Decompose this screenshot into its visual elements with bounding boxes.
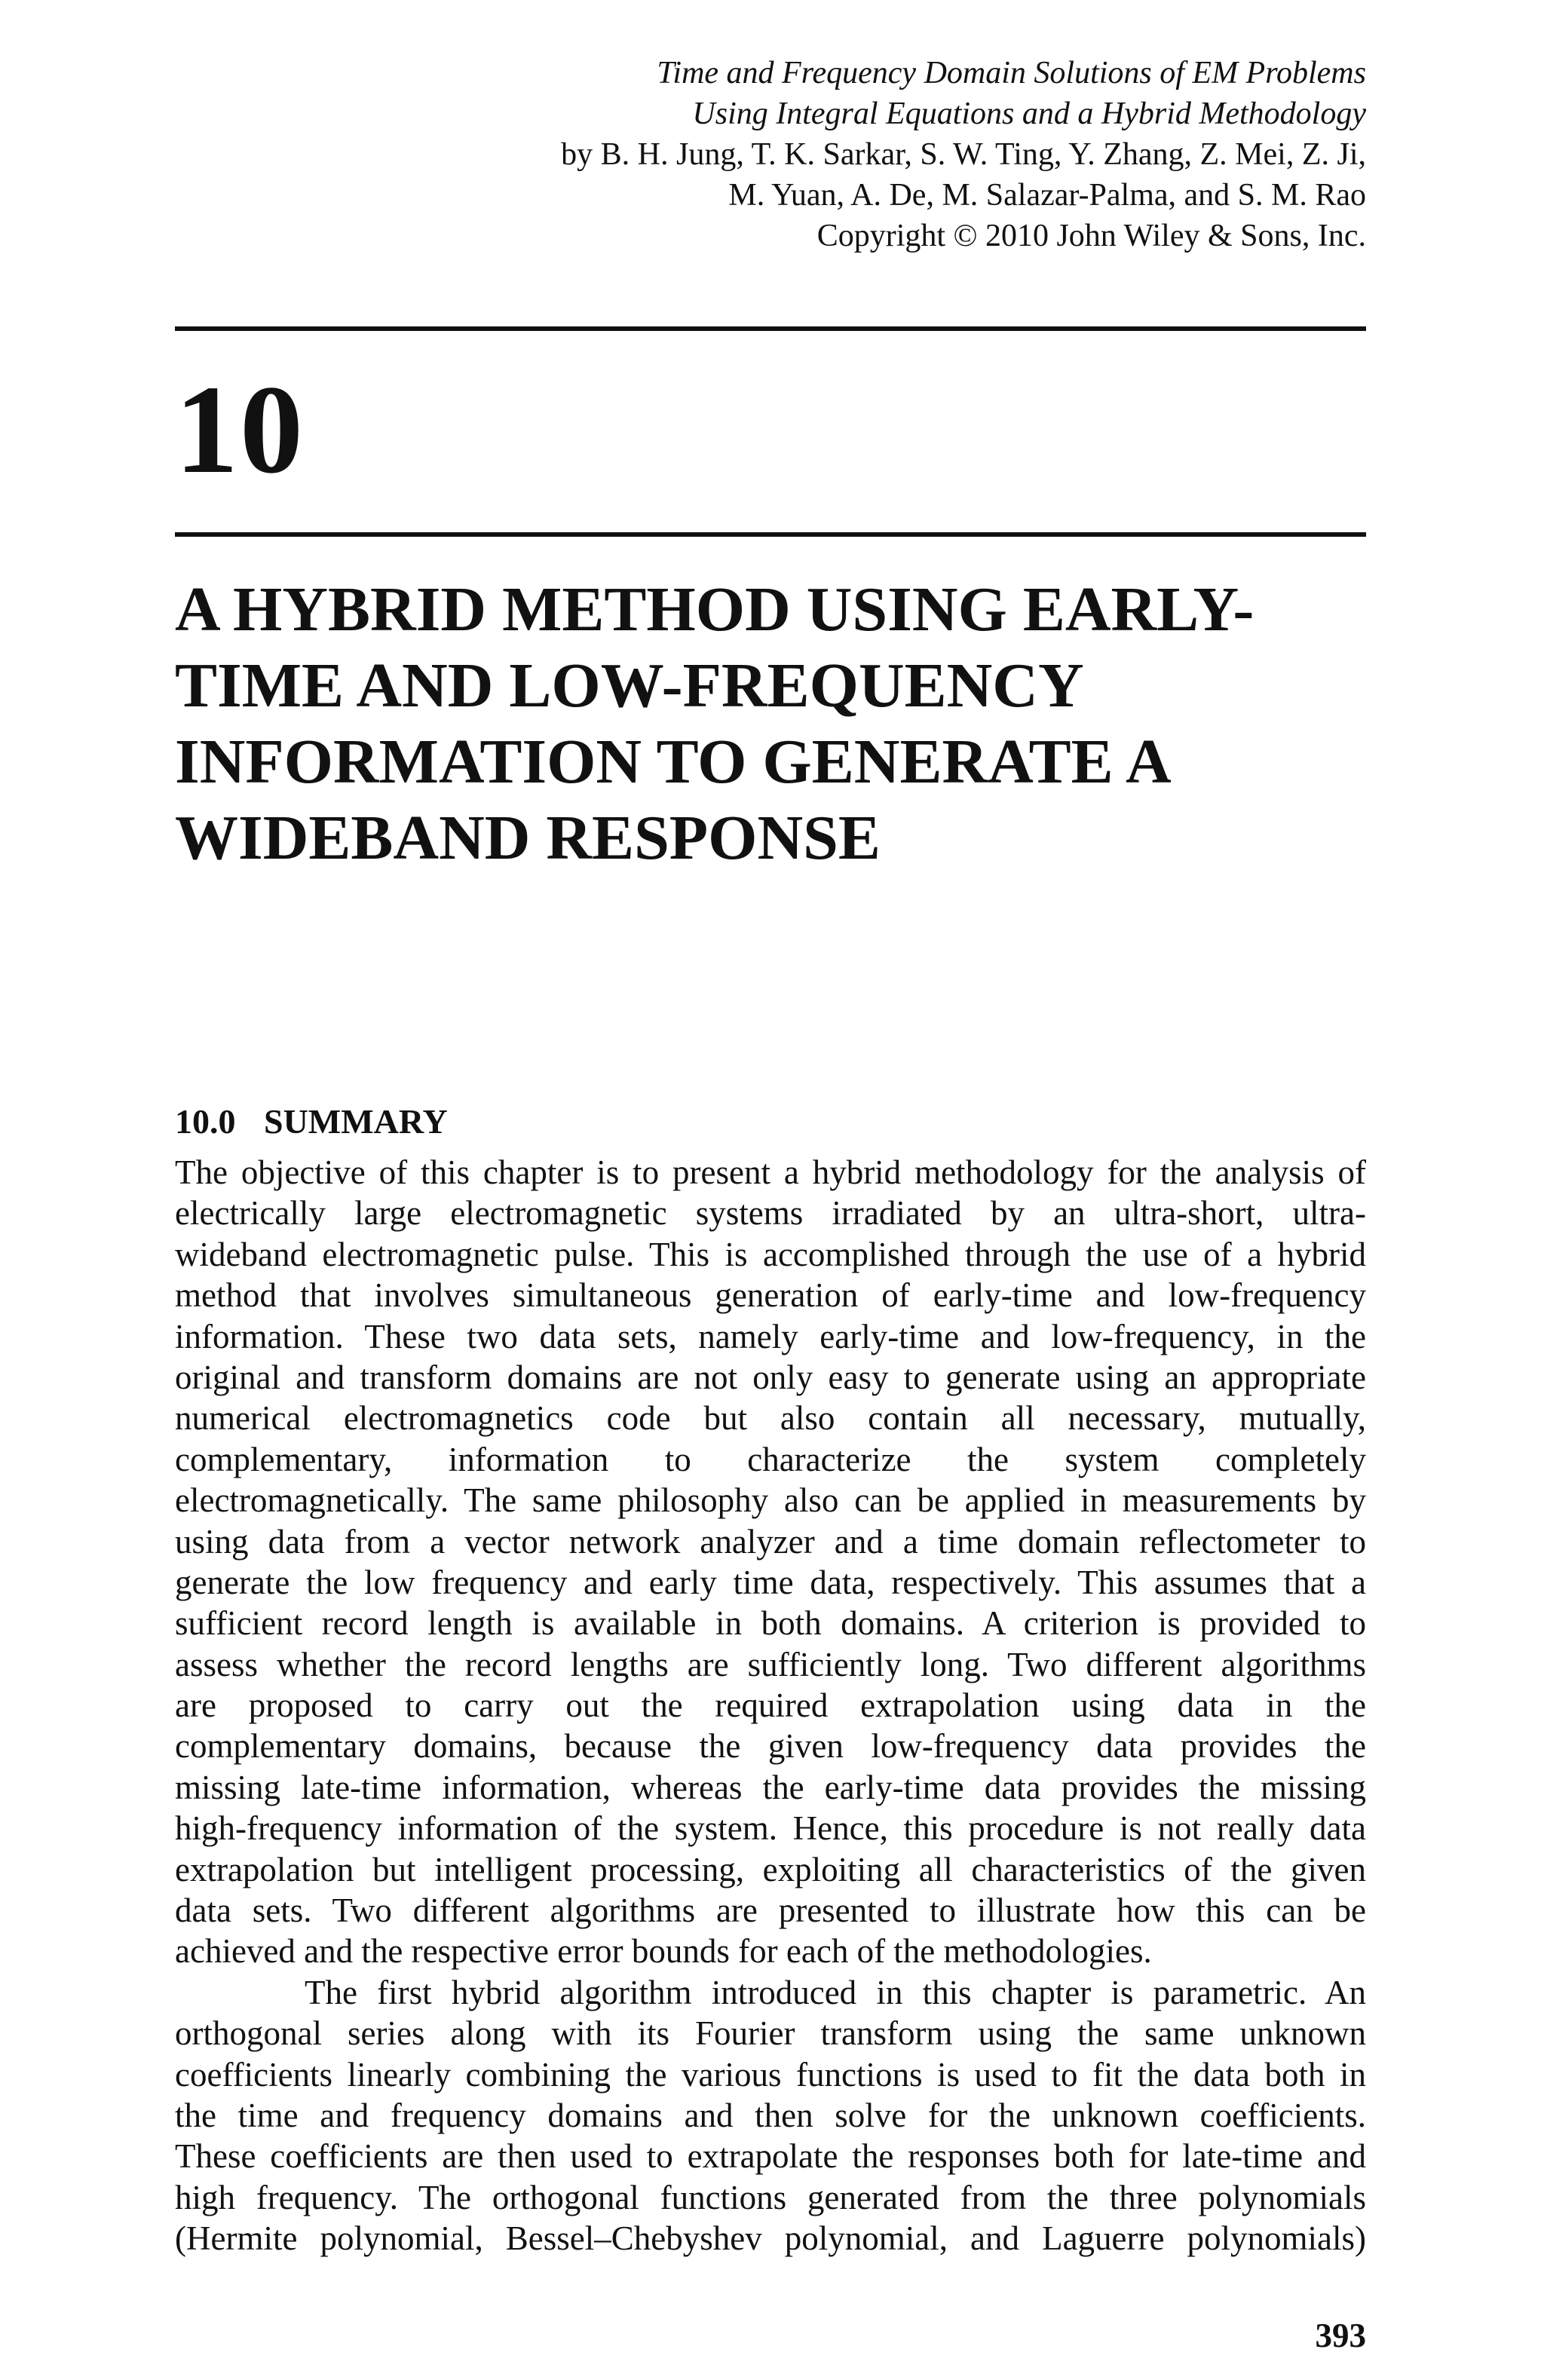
chapter-title <box>175 571 1381 876</box>
text-line: generate the low frequency and early time data, respectively. This assumes that a <box>175 1563 1366 1601</box>
book-title-line-1: Time and Frequency Domain Solutions of EM Problems <box>657 56 1366 90</box>
chapter-title-line: WIDEBAND RESPONSE <box>175 803 881 873</box>
book-copyright: Copyright © 2010 John Wiley & Sons, Inc. <box>816 219 1366 253</box>
section-number: 10.0 <box>175 1102 236 1141</box>
chapter-rule-bottom <box>175 532 1366 537</box>
book-authors-line-1: by B. H. Jung, T. K. Sarkar, S. W. Ting, Y. Zhang, Z. Mei, Z. Ji, <box>561 137 1366 172</box>
section-heading <box>175 1099 448 1144</box>
text-line: original and transform domains are not only easy to generate using an appropriate <box>175 1358 1366 1396</box>
text-line: coefficients linearly combining the various functions is used to fit the data both in <box>175 2055 1366 2094</box>
text-line: The first hybrid algorithm introduced in this chapter is parametric. An <box>305 1973 1366 2011</box>
text-line: electromagnetically. The same philosophy also can be applied in measurements by <box>175 1481 1366 1520</box>
text-line: the time and frequency domains and then solve for the unknown coefficients. <box>175 2096 1366 2134</box>
book-authors-line-2: M. Yuan, A. De, M. Salazar-Palma, and S. M. Rao <box>728 178 1366 213</box>
text-line: are proposed to carry out the required extrapolation using data in the <box>175 1686 1366 1725</box>
text-line: data sets. Two different algorithms are presented to illustrate how this can be <box>175 1891 1366 1930</box>
text-line: electrically large electromagnetic systems irradiated by an ultra-short, ultra- <box>175 1194 1366 1233</box>
text-line: complementary, information to characterize the system completely <box>175 1440 1366 1478</box>
section-title: SUMMARY <box>264 1102 448 1141</box>
text-line: (Hermite polynomial, Bessel–Chebyshev polynomial, and Laguerre polynomials) <box>175 2219 1366 2258</box>
text-line: method that involves simultaneous generation of early-time and low-frequency <box>175 1276 1366 1315</box>
body-text <box>175 1152 1366 2259</box>
text-line: extrapolation but intelligent processing, exploiting all characteristics of the given <box>175 1850 1366 1888</box>
chapter-number: 10 <box>175 360 305 500</box>
book-title-line-2: Using Integral Equations and a Hybrid Methodology <box>692 96 1366 131</box>
text-line: wideband electromagnetic pulse. This is accomplished through the use of a hybrid <box>175 1235 1366 1273</box>
text-line: information. These two data sets, namely early-time and low-frequency, in the <box>175 1317 1366 1355</box>
chapter-title-line: INFORMATION TO GENERATE A <box>175 727 1172 797</box>
text-line: complementary domains, because the given low-frequency data provides the <box>175 1727 1366 1766</box>
text-line: using data from a vector network analyzer and a time domain reflectometer to <box>175 1522 1366 1561</box>
text-line: assess whether the record lengths are sufficiently long. Two different algorithms <box>175 1645 1366 1683</box>
page-number: 393 <box>1315 2317 1366 2354</box>
text-line: numerical electromagnetics code but also contain all necessary, mutually, <box>175 1399 1366 1438</box>
text-line: sufficient record length is available in both domains. A criterion is provided to <box>175 1604 1366 1643</box>
text-line: high-frequency information of the system. Hence, this procedure is not really data <box>175 1809 1366 1848</box>
text-line: high frequency. The orthogonal functions generated from the three polynomials <box>175 2178 1366 2216</box>
chapter-rule-top <box>175 326 1366 331</box>
book-header <box>537 53 1366 256</box>
summary-paragraph-1 <box>175 1152 1366 1972</box>
chapter-title-line: A HYBRID METHOD USING EARLY- <box>175 574 1254 645</box>
text-line: orthogonal series along with its Fourier transform using the same unknown <box>175 2014 1366 2053</box>
text-line: missing late-time information, whereas the early-time data provides the missing <box>175 1768 1366 1806</box>
chapter-title-line: TIME AND LOW-FREQUENCY <box>175 651 1084 721</box>
text-line: These coefficients are then used to extrapolate the responses both for late-time and <box>175 2137 1366 2176</box>
summary-paragraph-2 <box>175 1972 1366 2259</box>
text-line: achieved and the respective error bounds for each of the methodologies. <box>175 1932 1152 1971</box>
text-line: The objective of this chapter is to present a hybrid methodology for the analysis of <box>175 1153 1366 1191</box>
